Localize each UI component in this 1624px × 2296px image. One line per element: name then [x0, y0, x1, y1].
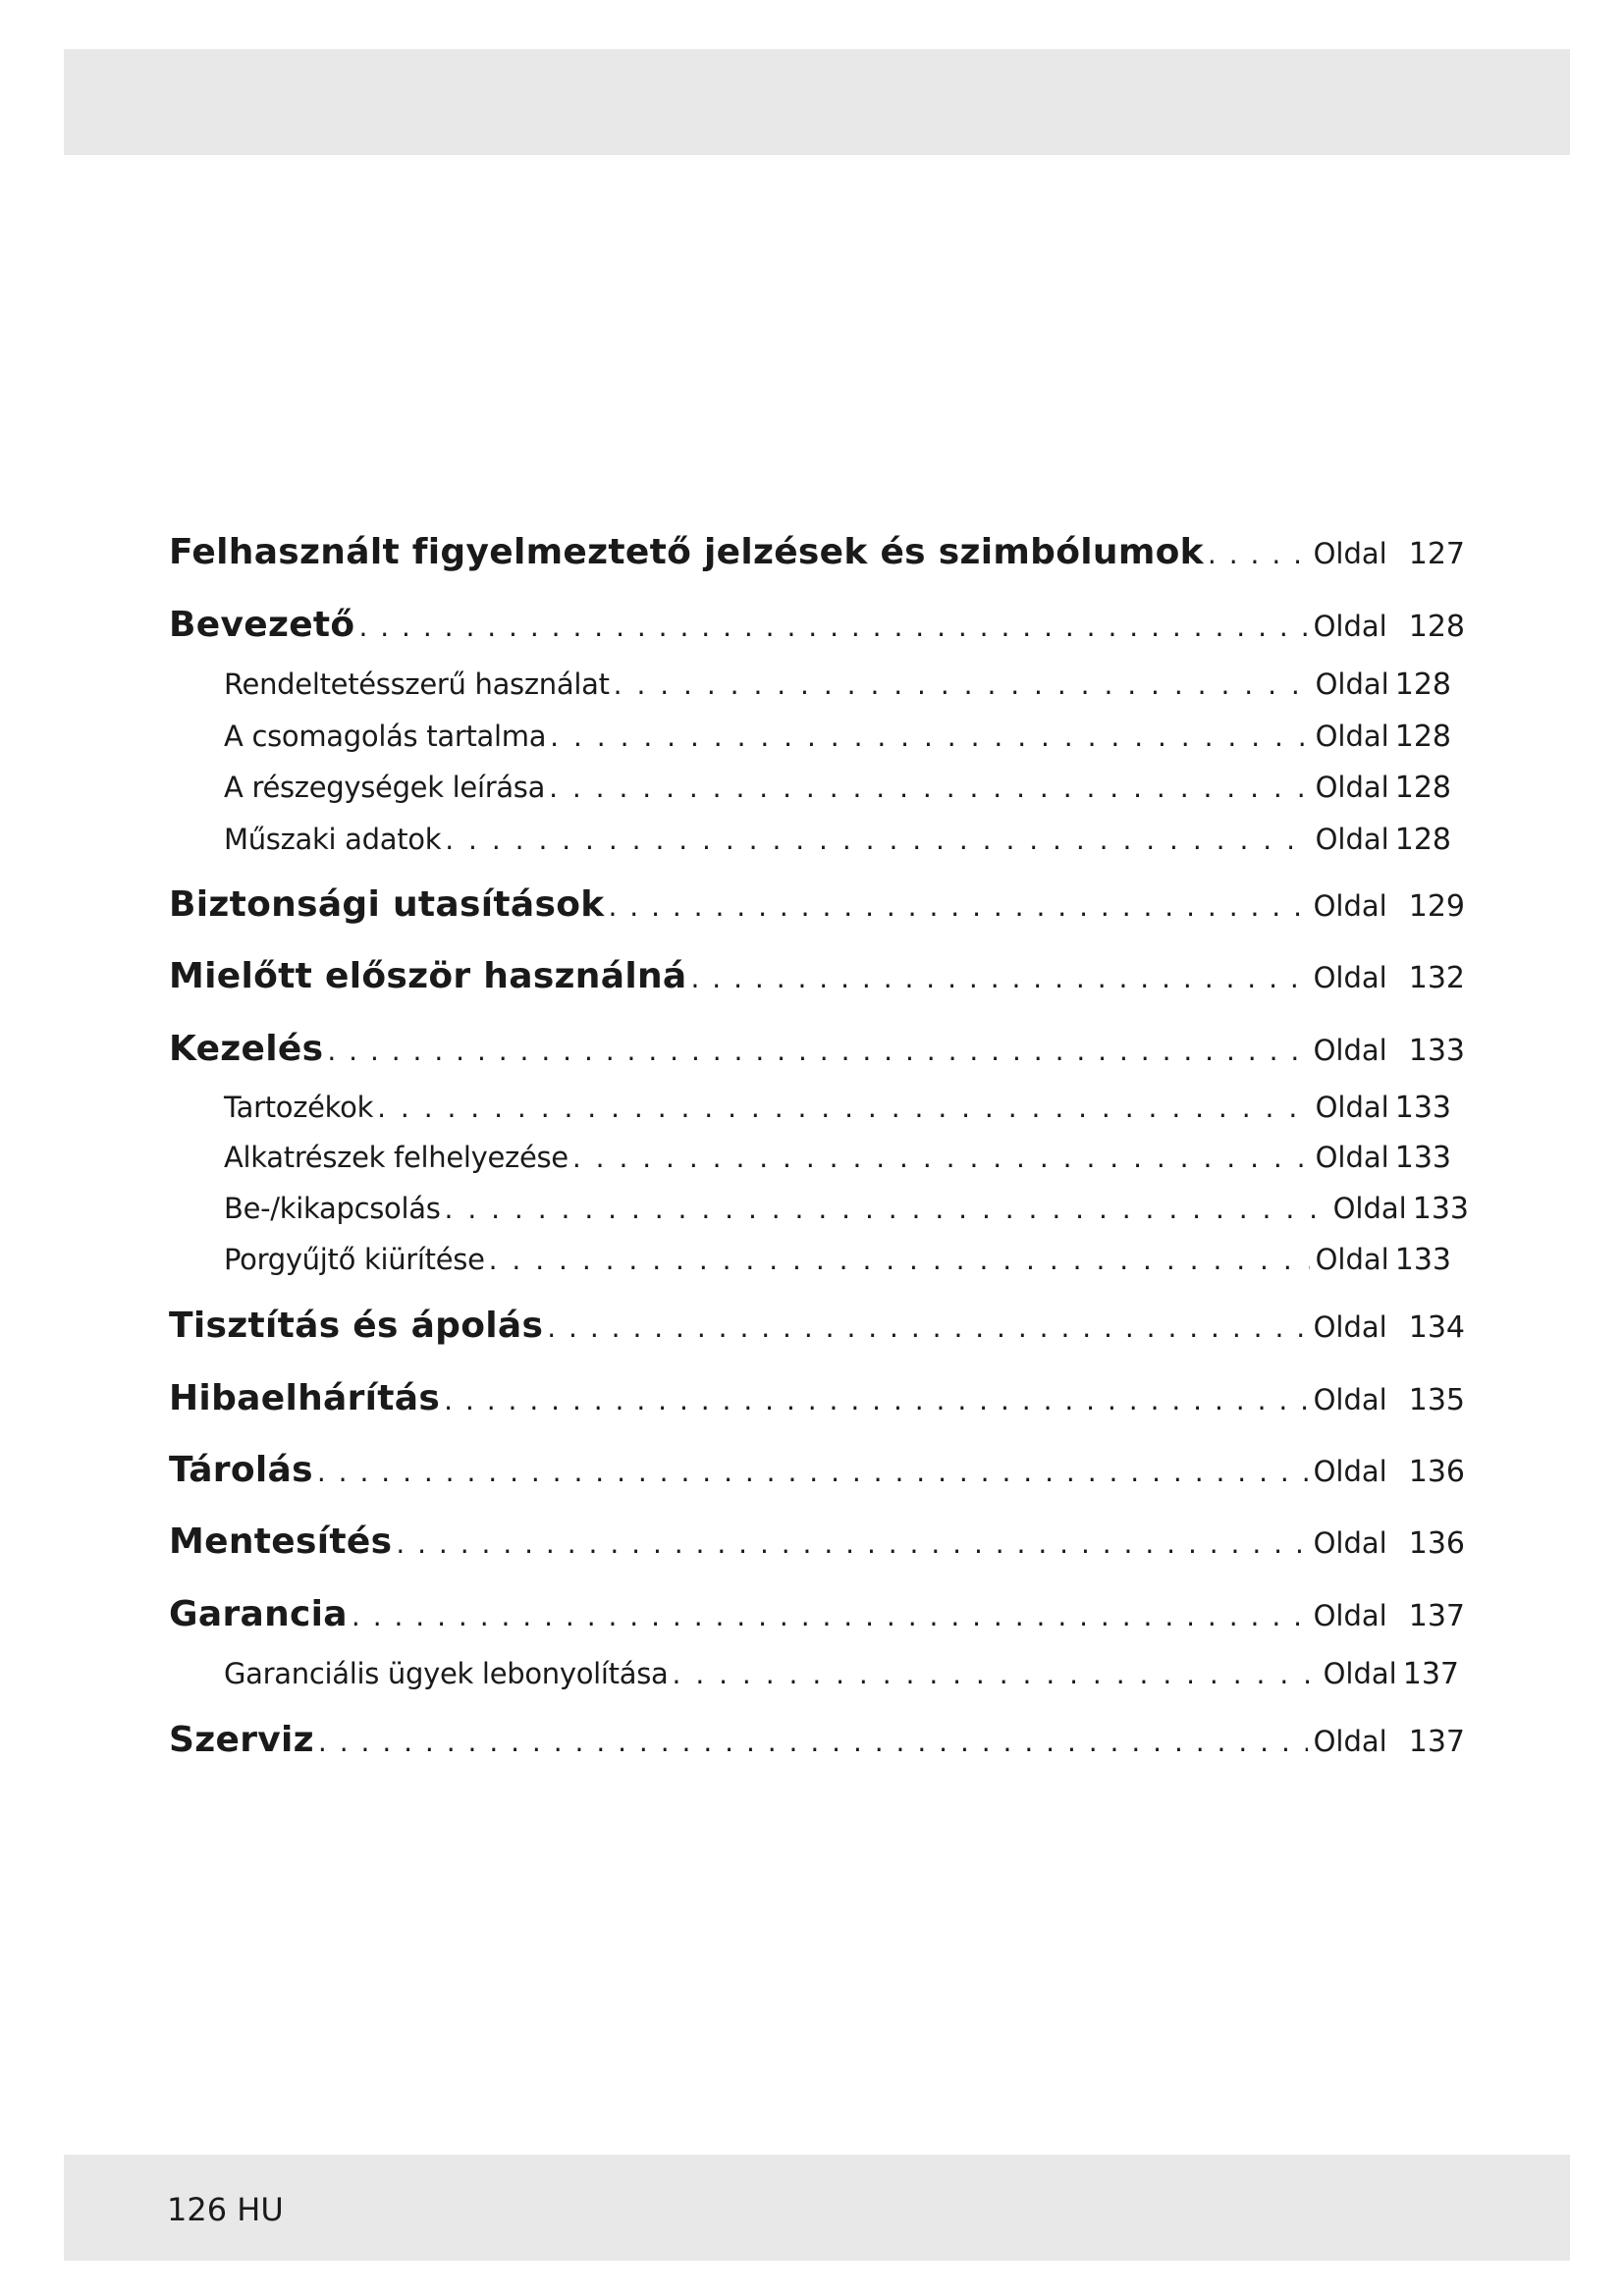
toc-page-number: 132	[1408, 961, 1465, 995]
toc-title: Tartozékok	[224, 1091, 374, 1124]
toc-page-number: 135	[1408, 1383, 1465, 1417]
toc-entry[interactable]	[169, 1720, 1465, 1760]
toc-title: Mielőtt először használná	[169, 956, 687, 996]
toc-page-number: 137	[1408, 1599, 1465, 1633]
toc-subentry[interactable]	[224, 667, 1451, 702]
toc-leader-dots	[327, 1035, 1307, 1067]
toc-page-label: Oldal	[1313, 610, 1387, 643]
toc-page-label: Oldal	[1313, 1725, 1387, 1758]
toc-page-number: 128	[1394, 667, 1451, 702]
toc-page-number: 133	[1394, 1141, 1451, 1175]
toc-page-label: Oldal	[1313, 1599, 1387, 1632]
toc-page-number: 133	[1408, 1034, 1465, 1068]
toc-page-number: 136	[1408, 1455, 1465, 1489]
toc-entry[interactable]	[169, 1378, 1465, 1418]
toc-subentry[interactable]	[224, 1141, 1451, 1175]
toc-subentry[interactable]	[224, 1091, 1451, 1125]
toc-title: Porgyűjtő kiürítése	[224, 1243, 485, 1276]
toc-title: Hibaelhárítás	[169, 1378, 441, 1418]
toc-entry[interactable]	[169, 956, 1465, 996]
toc-leader-dots	[608, 890, 1307, 923]
toc-title: Tárolás	[169, 1450, 313, 1490]
toc-page-number: 127	[1408, 537, 1465, 571]
toc-title: A csomagolás tartalma	[224, 720, 547, 753]
toc-title: Be-/kikapcsolás	[224, 1192, 441, 1225]
toc-leader-dots	[489, 1244, 1310, 1276]
toc-title: Garancia	[169, 1594, 348, 1634]
toc-page-number: 133	[1394, 1243, 1451, 1277]
toc-leader-dots	[317, 1456, 1308, 1488]
toc-subentry[interactable]	[224, 823, 1451, 857]
toc-title: Kezelés	[169, 1029, 324, 1069]
toc-page-label: Oldal	[1313, 961, 1387, 994]
toc-leader-dots	[572, 1142, 1310, 1174]
toc-subentry[interactable]	[224, 1657, 1459, 1691]
toc-page-number: 136	[1408, 1526, 1465, 1561]
toc-page-label: Oldal	[1315, 720, 1389, 753]
toc-page-label: Oldal	[1313, 1526, 1387, 1560]
toc-title: Garanciális ügyek lebonyolítása	[224, 1657, 669, 1690]
toc-leader-dots	[358, 611, 1307, 643]
toc-page-number: 128	[1394, 823, 1451, 857]
toc-page-label: Oldal	[1313, 1310, 1387, 1344]
toc-entry[interactable]	[169, 1029, 1465, 1069]
toc-page-number: 128	[1408, 610, 1465, 644]
toc-leader-dots	[549, 772, 1310, 804]
toc-leader-dots	[614, 668, 1310, 701]
toc-title: Műszaki adatok	[224, 823, 442, 856]
toc-title: A részegységek leírása	[224, 771, 546, 804]
toc-subentry[interactable]	[224, 1192, 1469, 1226]
toc-entry[interactable]	[169, 1522, 1465, 1562]
toc-page-number: 137	[1408, 1725, 1465, 1759]
toc-page-label: Oldal	[1313, 1034, 1387, 1067]
toc-page-number: 133	[1394, 1091, 1451, 1125]
toc-page-label: Oldal	[1313, 1455, 1387, 1488]
toc-title: Biztonsági utasítások	[169, 884, 605, 925]
toc-leader-dots	[444, 1384, 1307, 1416]
toc-leader-dots	[445, 1193, 1327, 1225]
toc-leader-dots	[690, 962, 1307, 994]
toc-page-number: 134	[1408, 1310, 1465, 1345]
toc-leader-dots	[445, 824, 1309, 856]
toc-leader-dots	[396, 1527, 1307, 1560]
toc-page-number: 128	[1394, 771, 1451, 805]
toc-entry[interactable]	[169, 1594, 1465, 1634]
toc-page-label: Oldal	[1315, 771, 1389, 804]
toc-subentry[interactable]	[224, 771, 1451, 805]
toc-page-label: Oldal	[1315, 667, 1389, 701]
toc-leader-dots	[377, 1092, 1310, 1124]
toc-entry[interactable]	[169, 1306, 1465, 1346]
toc-subentry[interactable]	[224, 720, 1451, 754]
toc-title: Rendeltetésszerű használat	[224, 667, 610, 701]
toc-page-label: Oldal	[1323, 1657, 1397, 1690]
toc-subentry[interactable]	[224, 1243, 1451, 1277]
toc-page-label: Oldal	[1332, 1192, 1407, 1225]
page-number-footer: 126 HU	[167, 2191, 284, 2228]
toc-title: Felhasznált figyelmeztető jelzések és szimbólumok	[169, 532, 1204, 572]
toc-leader-dots	[547, 1311, 1307, 1344]
toc-page-label: Oldal	[1315, 1141, 1389, 1174]
toc-title: Alkatrészek felhelyezése	[224, 1141, 568, 1174]
toc-leader-dots	[673, 1658, 1318, 1690]
toc-page-number: 133	[1412, 1192, 1469, 1226]
toc-entry[interactable]	[169, 605, 1465, 645]
toc-page-label: Oldal	[1313, 1383, 1387, 1416]
toc-page-label: Oldal	[1313, 537, 1387, 570]
toc-title: Bevezető	[169, 605, 355, 645]
toc-entry[interactable]	[169, 1450, 1465, 1490]
toc-title: Szerviz	[169, 1720, 314, 1760]
toc-leader-dots	[1208, 538, 1308, 570]
toc-leader-dots	[550, 721, 1309, 753]
toc-entry[interactable]	[169, 884, 1465, 925]
toc-page-label: Oldal	[1313, 889, 1387, 923]
toc-entry[interactable]	[169, 532, 1465, 572]
footer-band	[64, 2155, 1570, 2261]
toc-title: Tisztítás és ápolás	[169, 1306, 544, 1346]
toc-leader-dots	[352, 1600, 1308, 1632]
toc-page-label: Oldal	[1315, 823, 1389, 856]
toc-page-label: Oldal	[1315, 1091, 1389, 1124]
toc-page-number: 129	[1408, 889, 1465, 924]
toc-page-number: 137	[1402, 1657, 1459, 1691]
toc-title: Mentesítés	[169, 1522, 393, 1562]
toc-page-label: Oldal	[1315, 1243, 1389, 1276]
toc-page-number: 128	[1394, 720, 1451, 754]
toc-leader-dots	[318, 1726, 1308, 1758]
